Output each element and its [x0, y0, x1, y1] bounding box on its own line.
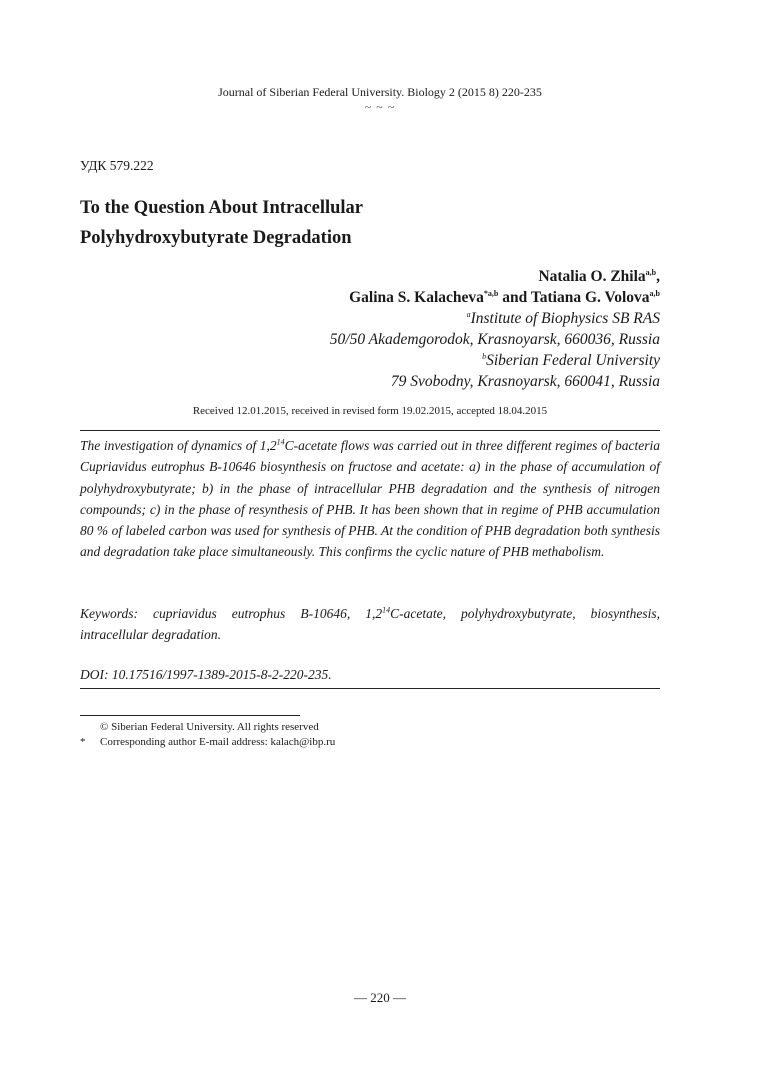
author-affiliation-mark: a,b [649, 288, 660, 298]
doi: DOI: 10.17516/1997-1389-2015-8-2-220-235. [80, 667, 332, 682]
footnote-rule [80, 715, 300, 716]
footnote-copyright: © Siberian Federal University. All rights reserved [100, 721, 319, 733]
udk-code: УДК 579.222 [80, 158, 154, 173]
journal-header: Journal of Siberian Federal University. Biology 2 (2015 8) 220-235 [218, 85, 542, 99]
affiliations [330, 308, 660, 392]
abstract: The investigation of dynamics of $1,2^{14}C$-acetate flows was carried out in three different regimes of bacteria Cupriavidus eutrophus B-10646 biosynthesis on fructose and acetate: a) in the phase of accumulation of polyhydroxybutyrate; b) in the phase of intracellular PHB degradation and the synthesis of nitrogen compounds; c) in the phase of resynthesis of PHB. It has been shown that in regime of PHB accumulation 80 % of labeled carbon was used for synthesis of PHB. At the condition of PHB degradation both synthesis and degradation take place simultaneously. This confirms the cyclic nature of PHB methabolism. [80, 437, 660, 560]
title-line-1: To the Question About Intracellular [80, 198, 364, 218]
keywords: Keywords: cupriavidus eutrophus B-10646, $1,2^{14}C$-acetate, polyhydroxybutyrate, biosynthesis, intracellular degradation. [80, 605, 661, 643]
footnote-corresponding: * Corresponding author E-mail address: kalach@ibp.ru [80, 736, 336, 748]
author-name: Galina S. Kalacheva [349, 289, 484, 306]
author-affiliation-mark: a,b [645, 267, 657, 277]
header-ornament: ~ ~ ~ [364, 100, 396, 114]
received-dates: Received 12.01.2015, received in revised form 19.02.2015, accepted 18.04.2015 [192, 405, 548, 417]
author-affiliation-mark: *a,b [483, 288, 499, 298]
author-name: Natalia O. Zhila [538, 268, 646, 285]
page-number: ― 220 ― [354, 990, 406, 1005]
author-line-2: Galina S. Kalacheva$^{*a,b}$ and Tatiana G. Volova$^{a,b}$ [349, 288, 660, 306]
author-line-1: Natalia O. Zhila$^{a,b}$, [538, 267, 660, 285]
abstract-top-rule [80, 430, 660, 431]
article-title [80, 193, 640, 253]
abstract-bottom-rule [80, 688, 660, 689]
author-list [349, 266, 660, 308]
affiliation-b-address: 79 Svobodny, Krasnoyarsk, 660041, Russia [390, 373, 660, 390]
author-name: Tatiana G. Volova [530, 289, 650, 306]
title-line-2: Polyhydroxybutyrate Degradation [80, 228, 352, 248]
affiliation-a-address: 50/50 Akademgorodok, Krasnoyarsk, 660036, Russia [329, 331, 660, 348]
affiliation-a-name: $^a$Institute of Biophysics SB RAS [466, 309, 660, 327]
affiliation-b-name: $^b$Siberian Federal University [482, 351, 660, 369]
